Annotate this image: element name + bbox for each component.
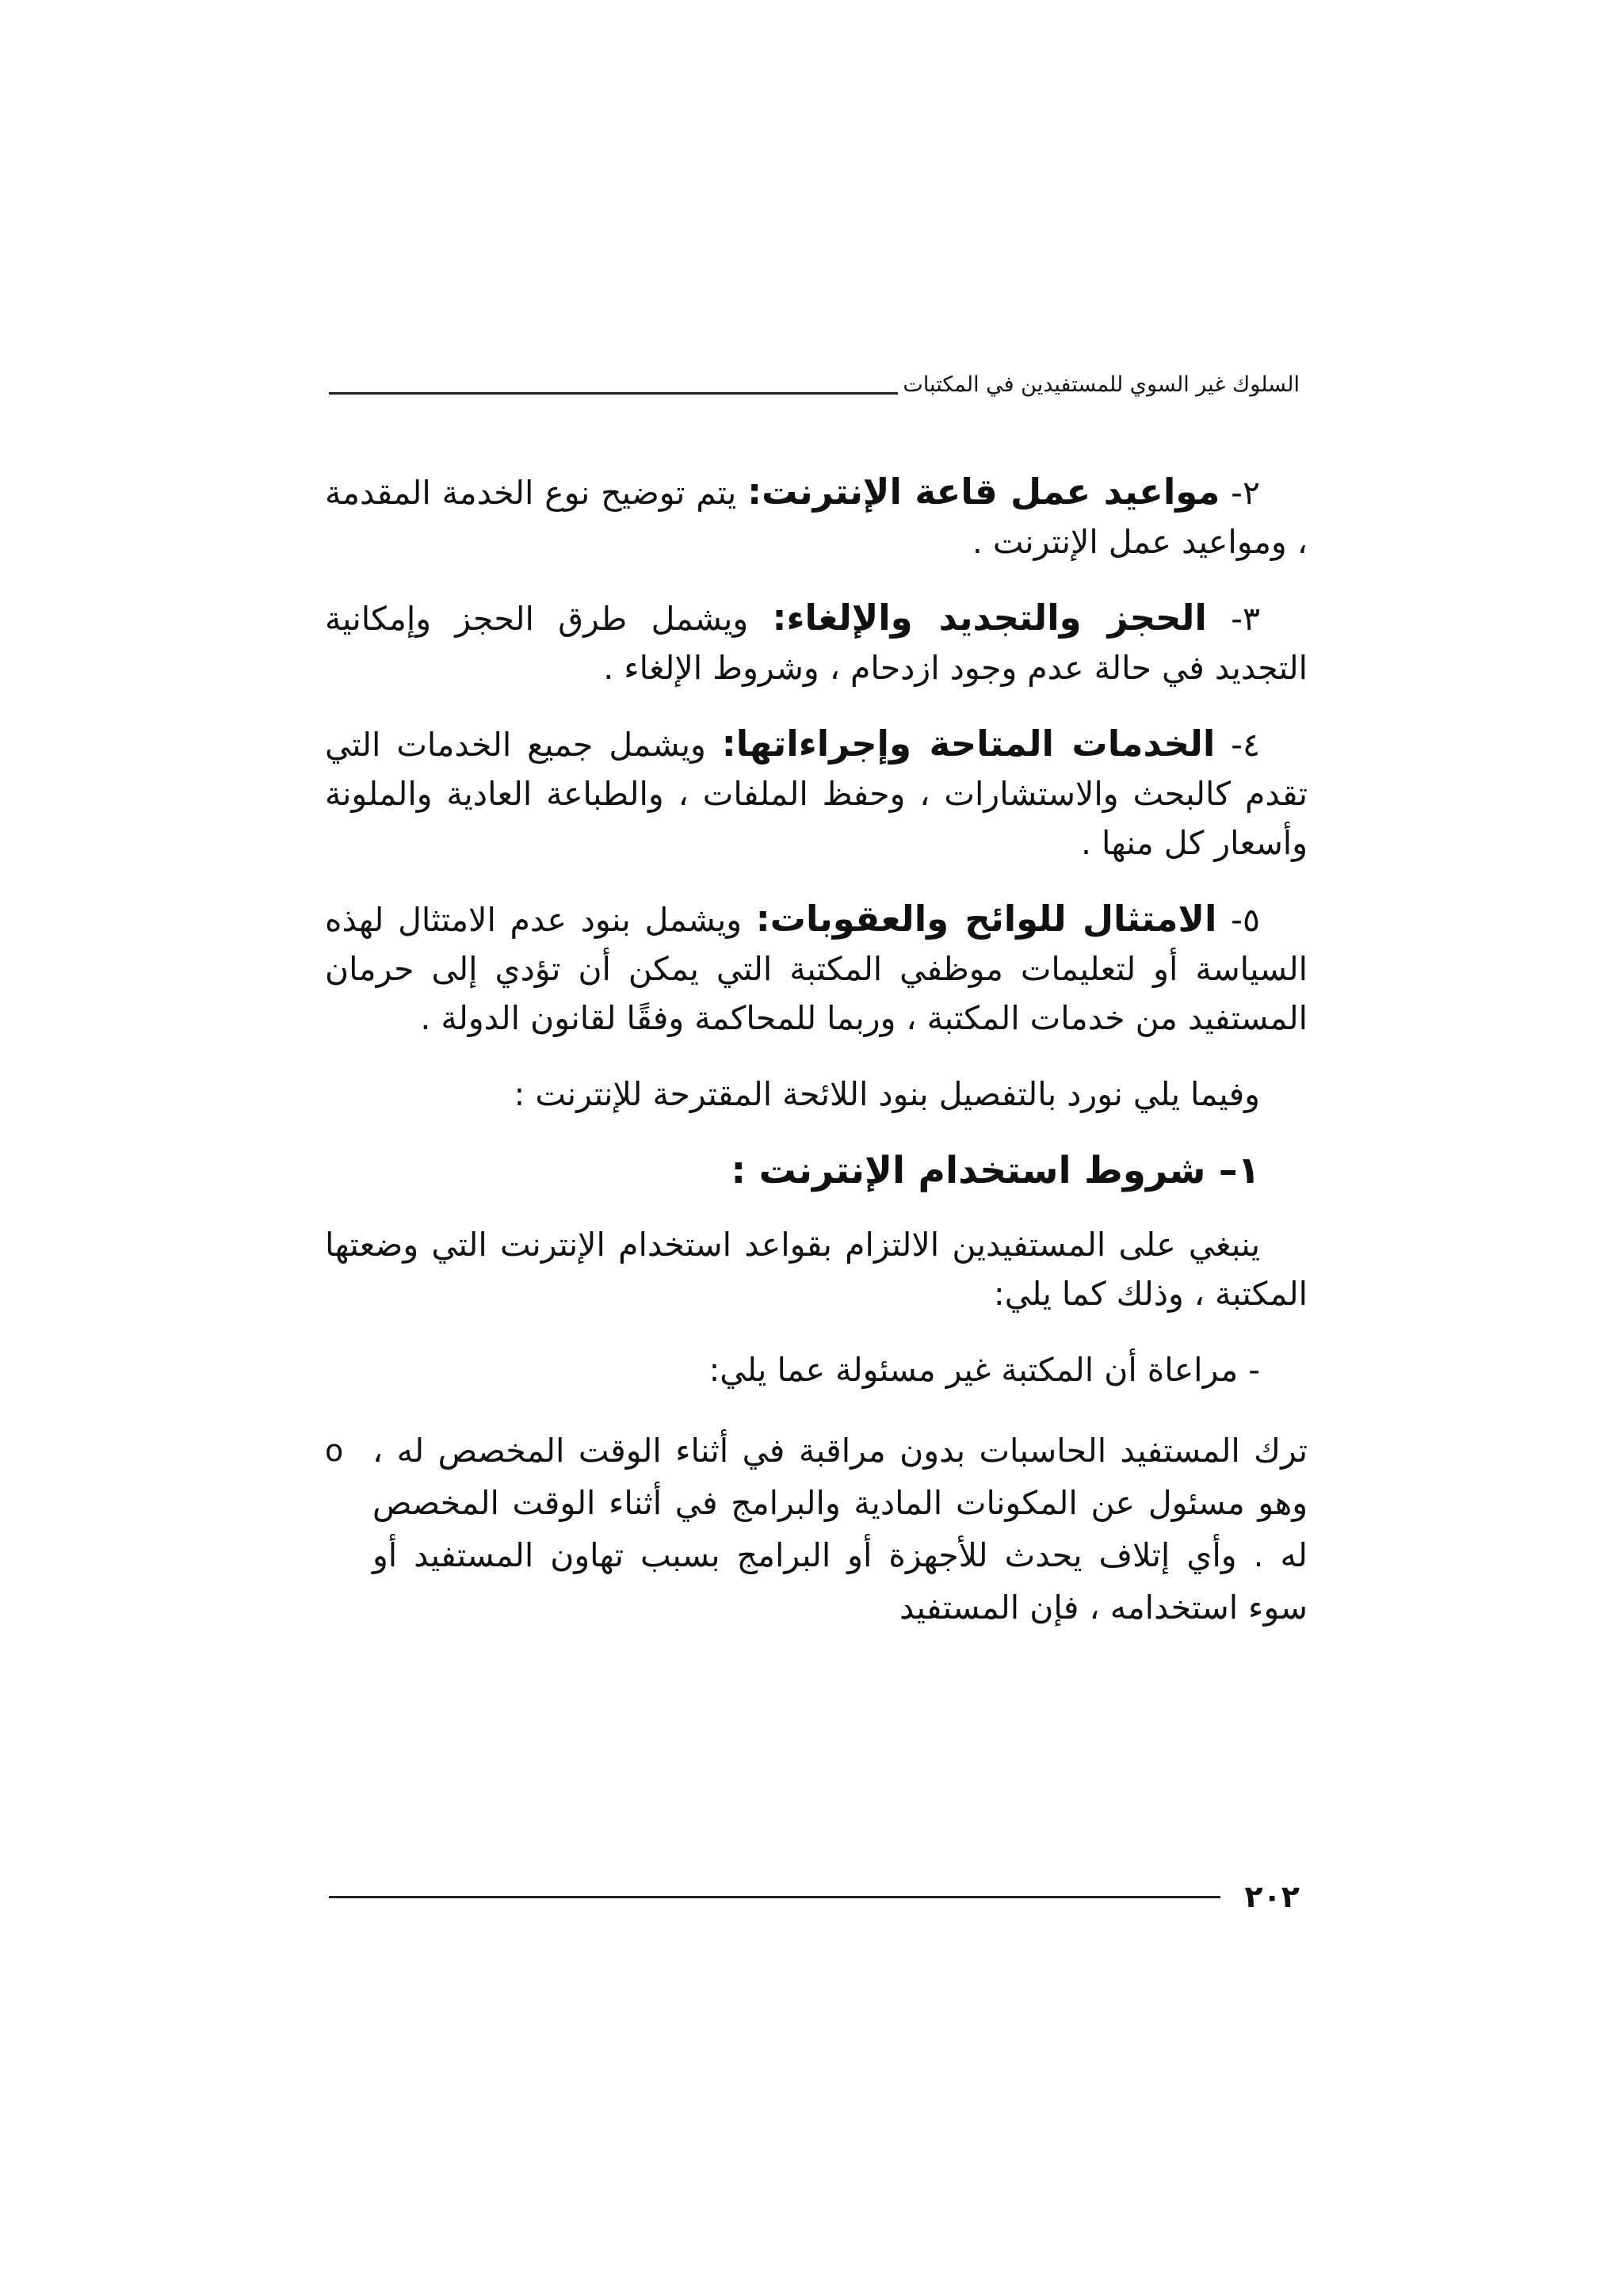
item-number: ٤- <box>1231 726 1260 764</box>
page-number: ٢٠٢ <box>1244 1879 1300 1914</box>
item-text: ويشمل جميع الخدمات التي تقدم كالبحث والاستشارات ، وحفظ الملفات ، والطباعة العادية والملونة وأسعار كل منها . <box>325 726 1308 862</box>
item-text: ويشمل بنود عدم الامتثال لهذه السياسة أو لتعليمات موظفي المكتبة التي يمكن أن تؤدي إلى حرمان المستفيد من خدمات المكتبة ، وربما للمحاكمة وفقًا لقانون الدولة . <box>325 901 1308 1037</box>
item-title: مواعيد عمل قاعة الإنترنت: <box>747 471 1220 513</box>
item-number: ٣- <box>1231 600 1260 638</box>
footer-rule <box>329 1896 1220 1898</box>
running-header <box>329 372 1300 398</box>
bullet-list-item <box>325 1425 1308 1634</box>
item-text: يتم توضيح نوع الخدمة المقدمة ، ومواعيد عمل الإنترنت . <box>325 474 1308 561</box>
section-paragraph: ينبغي على المستفيدين الالتزام بقواعد استخدام الإنترنت التي وضعتها المكتبة ، وذلك كما يلي: <box>325 1226 1308 1313</box>
item-title: الحجز والتجديد والإلغاء: <box>772 597 1207 639</box>
header-rule <box>329 392 898 395</box>
bullet-circle-icon: o <box>325 1433 344 1468</box>
item-number: ٢- <box>1231 474 1260 512</box>
numbered-paragraph-2 <box>325 467 1308 566</box>
section-heading: ١– شروط استخدام الإنترنت : <box>731 1149 1260 1192</box>
running-title: السلوك غير السوي للمستفيدين في المكتبات <box>903 372 1300 397</box>
item-text: ويشمل طرق الحجز وإمكانية التجديد في حالة عدم وجود ازدحام ، وشروط الإلغاء . <box>325 600 1308 687</box>
bullet-text: ترك المستفيد الحاسبات بدون مراقبة في أثناء الوقت المخصص له ، وهو مسئول عن المكونات المادية والبرامج في أثناء الوقت المخصص له . وأي إتلاف يحدث للأجهزة أو البرامج بسبب تهاون المستفيد أو سوء استخدامه ، فإن المستفيد <box>372 1432 1308 1627</box>
numbered-paragraph-5 <box>325 894 1308 1043</box>
item-title: الامتثال للوائح والعقوبات: <box>755 898 1217 940</box>
intro-line: وفيما يلي نورد بالتفصيل بنود اللائحة المقترحة للإنترنت : <box>514 1075 1260 1113</box>
dash-list-item: - مراعاة أن المكتبة غير مسئولة عما يلي: <box>708 1351 1260 1389</box>
item-number: ٥- <box>1231 901 1260 939</box>
numbered-paragraph-4 <box>325 719 1308 868</box>
item-title: الخدمات المتاحة وإجراءاتها: <box>721 723 1216 765</box>
page-body <box>325 467 1308 1634</box>
numbered-paragraph-3 <box>325 593 1308 692</box>
page-footer <box>329 1879 1300 1914</box>
